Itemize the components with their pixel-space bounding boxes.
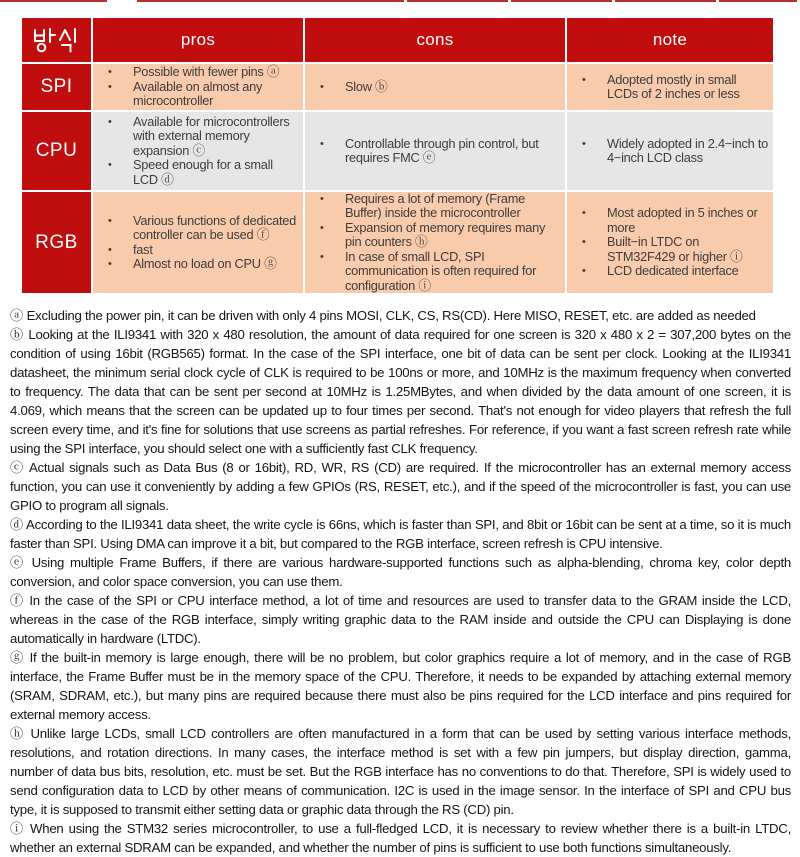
row-label-RGB: RGB — [22, 192, 91, 293]
cropped-table-top-edge — [0, 0, 797, 2]
bullet-item: • Adopted mostly in small LCDs of 2 inches or less — [567, 73, 768, 102]
cell-rgb-pros — [93, 192, 303, 293]
bullet-item: • Widely adopted in 2.4−inch to 4−inch LCD class — [567, 137, 768, 166]
footnote-text: When using the STM32 series microcontroller, to use a full-fledged LCD, it is necessary to review whether there is a built-in LTDC, whether an external SDRAM can be expanded, and whether the number of pins is sufficient to use both functions simultaneously. — [10, 821, 791, 855]
cell-spi-note — [567, 64, 773, 110]
footnote — [10, 515, 791, 553]
table-header-cons: cons — [305, 18, 565, 62]
footnote-text: If the built-in memory is large enough, there will be no problem, but color graphics require a lot of memory, and in the case of RGB interface, the Frame Buffer must be in the memory space of the CPU. Therefore, it needs to be expanded by attaching external memory (SRAM, SDRAM, etc.), but many pins are required because there must also be pins required for the LCD interface and pins required for external memory access. — [10, 650, 791, 722]
lcd-interface-comparison-table — [22, 18, 773, 293]
footnote-text: Using multiple Frame Buffers, if there are various hardware-supported functions such as alpha-blending, chroma key, color depth conversion, and color space conversion, you can use them. — [10, 555, 791, 589]
cell-rgb-note — [567, 192, 773, 293]
footnote-text: In the case of the SPI or CPU interface method, a lot of time and resources are used to transfer data to the GRAM inside the LCD, whereas in the case of the RGB interface, simply writing graphic data to the RAM inside and outside the CPU can Displaying is done automatically in hardware (LTDC). — [10, 593, 792, 646]
bullet-item: • Most adopted in 5 inches or more — [567, 206, 768, 235]
footnote-marker: ⓘ — [10, 821, 25, 836]
table-header-pros: pros — [93, 18, 303, 62]
footnote-marker: ⓗ — [10, 726, 26, 741]
footnote-marker: ⓓ — [10, 517, 24, 532]
footnote-marker: ⓔ — [10, 555, 26, 570]
cell-spi-pros — [93, 64, 303, 110]
footnote — [10, 819, 791, 857]
footnote — [10, 306, 791, 325]
bullet-item: • Built−in LTDC on STM32F429 or higher ⓘ — [567, 235, 768, 264]
bullet-item: • Various functions of dedicated controller can be used ⓕ — [93, 214, 298, 243]
footnote-marker: ⓒ — [10, 460, 25, 475]
table-header-note: note — [567, 18, 773, 62]
cell-cpu-note — [567, 112, 773, 190]
strip-gap — [716, 0, 719, 2]
footnote — [10, 325, 791, 458]
bullet-item: • Expansion of memory requires many pin counters ⓗ — [305, 221, 560, 250]
footnote — [10, 553, 791, 591]
footnote — [10, 724, 791, 819]
footnote — [10, 458, 791, 515]
bullet-item: • Speed enough for a small LCD ⓓ — [93, 158, 298, 187]
bullet-item: • Almost no load on CPU ⓖ — [93, 257, 298, 271]
strip-gap — [508, 0, 511, 2]
strip-gap — [612, 0, 615, 2]
bullet-item: • In case of small LCD, SPI communication is often required for configuration ⓘ — [305, 250, 560, 293]
row-label-SPI: SPI — [22, 64, 91, 110]
cell-cpu-pros — [93, 112, 303, 190]
strip-gap — [107, 0, 137, 2]
table-header-method — [22, 18, 91, 62]
bullet-item: • Possible with fewer pins ⓐ — [93, 65, 298, 79]
footnote-marker: ⓑ — [10, 327, 25, 342]
footnote-text: Unlike large LCDs, small LCD controllers are often manufactured in a form that can be used by setting various interface methods, resolutions, and rotation directions. In many cases, the interface method is set with a few pin jumpers, but display direction, gamma, number of data bus bits, resolution, etc. must be set. But the RGB interface has no conventions to do that. Therefore, SPI is widely used to send configuration data to LCD by other means of communication. I2C is used in the image sensor. In the interface of SPI and CPU bus type, it is supposed to transmit either setting data or graphic data through the RS (CD) pin. — [10, 726, 791, 817]
strip-gap — [404, 0, 407, 2]
footnote-text: According to the ILI9341 data sheet, the write cycle is 66ns, which is faster than SPI, and 8bit or 16bit can be sent at a time, so it is much faster than SPI. Using DMA can improve it a bit, but compared to the RGB interface, screen refresh is CPU intensive. — [10, 517, 791, 551]
cell-cpu-cons — [305, 112, 565, 190]
footnote-marker: ⓖ — [10, 650, 25, 665]
footnote-marker: ⓐ — [10, 308, 24, 323]
footnote-marker: ⓕ — [10, 593, 25, 608]
row-label-CPU: CPU — [22, 112, 91, 190]
bullet-item: • LCD dedicated interface — [567, 264, 768, 278]
bullet-item: • Available on almost any microcontroller — [93, 80, 298, 109]
bullet-item: • Requires a lot of memory (Frame Buffer) inside the microcontroller — [305, 192, 560, 221]
footnote-text: Looking at the ILI9341 with 320 x 480 resolution, the amount of data required for one screen is 320 x 480 x 2 = 307,200 bytes on the condition of using 16bit (RGB565) format. In the case of the SPI interface, one bit of data can be sent per clock. Looking at the ILI9341 datasheet, the minimum serial clock cycle of CLK is required to be 100ns or more, and 10MHz is the maximum frequency when converted to frequency. The data that can be sent per second at 10MHz is 1.25MBytes, and when divided by the data amount of one screen, it is 4.069, which means that the screen can be updated up to four times per second. That's not enough for video players that refresh the full screen every time, and it's fine for solutions that use screens as partial refreshes. For reference, if you want a fast screen refresh rate while using the SPI interface, you should select one with a sufficiently fast CLK frequency. — [10, 327, 791, 456]
bullet-item: • Slow ⓑ — [305, 80, 560, 94]
footnote — [10, 648, 791, 724]
footnote — [10, 591, 791, 648]
bullet-item: • Controllable through pin control, but requires FMC ⓔ — [305, 137, 560, 166]
cell-rgb-cons — [305, 192, 565, 293]
footnotes-section — [10, 306, 791, 857]
footnote-text: Actual signals such as Data Bus (8 or 16bit), RD, WR, RS (CD) are required. If the microcontroller has an external memory access function, you can use it conveniently by adding a few GPIOs (RS, RESET, etc.), and if the speed of the microcontroller is fast, you can use GPIO to program all signals. — [10, 460, 791, 513]
bullet-item: • fast — [93, 243, 298, 257]
footnote-text: Excluding the power pin, it can be driven with only 4 pins MOSI, CLK, CS, RS(CD). Here MISO, RESET, etc. are added as needed — [26, 308, 756, 323]
bullet-item: • Available for microcontrollers with external memory expansion ⓒ — [93, 115, 298, 158]
cell-spi-cons — [305, 64, 565, 110]
hangul-method-label-icon — [32, 27, 82, 53]
